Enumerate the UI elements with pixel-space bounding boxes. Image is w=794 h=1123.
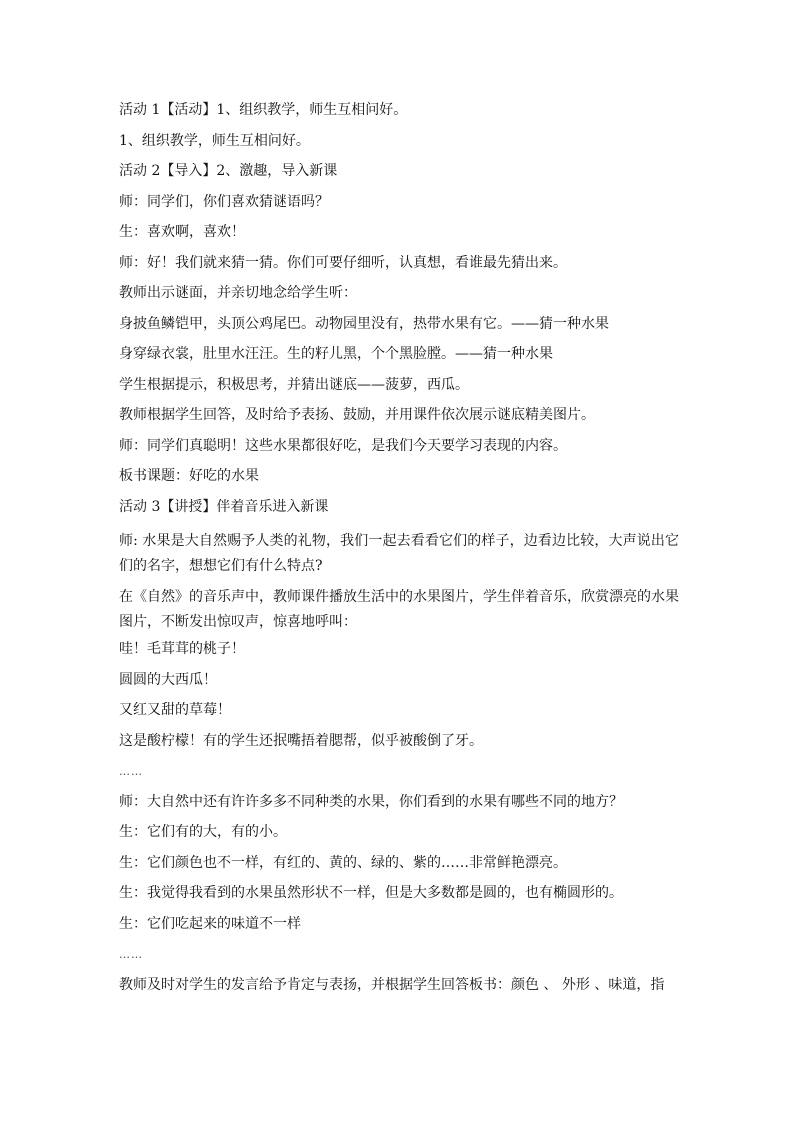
- paragraph: 师：大自然中还有许许多多不同种类的水果，你们看到的水果有哪些不同的地方？: [119, 793, 623, 810]
- paragraph: 哇！毛茸茸的桃子！: [119, 641, 245, 657]
- document-body: [119, 102, 679, 1007]
- paragraph: 学生根据提示，积极思考，并猜出谜底——菠萝，西瓜。: [119, 376, 469, 393]
- paragraph: 生：喜欢啊，喜欢！: [119, 224, 245, 240]
- activity-3-heading: 活动 3【讲授】伴着音乐进入新课: [119, 498, 329, 515]
- paragraph: 在《自然》的音乐声中，教师课件播放生活中的水果图片，学生伴着音乐，欣赏漂亮的水果图片，不断发出惊叹声，惊喜地呼叫：: [119, 589, 679, 630]
- activity-1-heading: 活动 1【活动】1、组织教学，师生互相问好。: [119, 102, 408, 118]
- activity-2-heading: 活动 2【导入】2、激趣，导入新课: [119, 163, 338, 179]
- paragraph: 教师及时对学生的发言给予肯定与表扬，并根据学生回答板书：颜色 、 外形 、味道，指: [119, 976, 665, 993]
- paragraph: 师：同学们真聪明！这些水果都很好吃，是我们今天要学习表现的内容。: [119, 437, 567, 454]
- paragraph: 师: 水果是大自然赐予人类的礼物，我们一起去看看它们的样子，边看边比较，大声说出它们的名字，想想它们有什么特点?: [119, 533, 679, 574]
- paragraph: 生：它们有的大，有的小。: [119, 824, 287, 840]
- paragraph: 教师根据学生回答，及时给予表扬、鼓励，并用课件依次展示谜底精美图片。: [119, 407, 595, 423]
- paragraph: 1、组织教学，师生互相问好。: [119, 132, 310, 149]
- ellipsis: ……: [119, 765, 143, 778]
- paragraph: 师：好！我们就来猜一猜。你们可要仔细听，认真想，看谁最先猜出来。: [119, 254, 567, 271]
- paragraph: 这是酸柠檬！有的学生还抿嘴捂着腮帮，似乎被酸倒了牙。: [119, 732, 483, 749]
- lesson-title: 板书课题：好吃的水果: [119, 468, 259, 484]
- paragraph: 师：同学们，你们喜欢猜谜语吗？: [119, 193, 329, 210]
- paragraph: 生：我觉得我看到的水果虽然形状不一样，但是大多数都是圆的，也有椭圆形的。: [119, 885, 623, 901]
- riddle-2: 身穿绿衣裳，肚里水汪汪。生的籽儿黑，个个黑脸膛。——猜一种水果: [119, 346, 553, 362]
- paragraph: 生：它们颜色也不一样，有红的、黄的、绿的、紫的……非常鲜艳漂亮。: [119, 854, 567, 871]
- paragraph: 生：它们吃起来的味道不一样: [119, 915, 301, 932]
- paragraph: 圆圆的大西瓜！: [119, 671, 217, 688]
- riddle-1: 身披鱼鳞铠甲，头顶公鸡尾巴。动物园里没有，热带水果有它。——猜一种水果: [119, 315, 609, 332]
- paragraph: 又红又甜的草莓！: [119, 702, 231, 718]
- paragraph: 教师出示谜面，并亲切地念给学生听：: [119, 285, 357, 301]
- ellipsis: ……: [119, 948, 143, 961]
